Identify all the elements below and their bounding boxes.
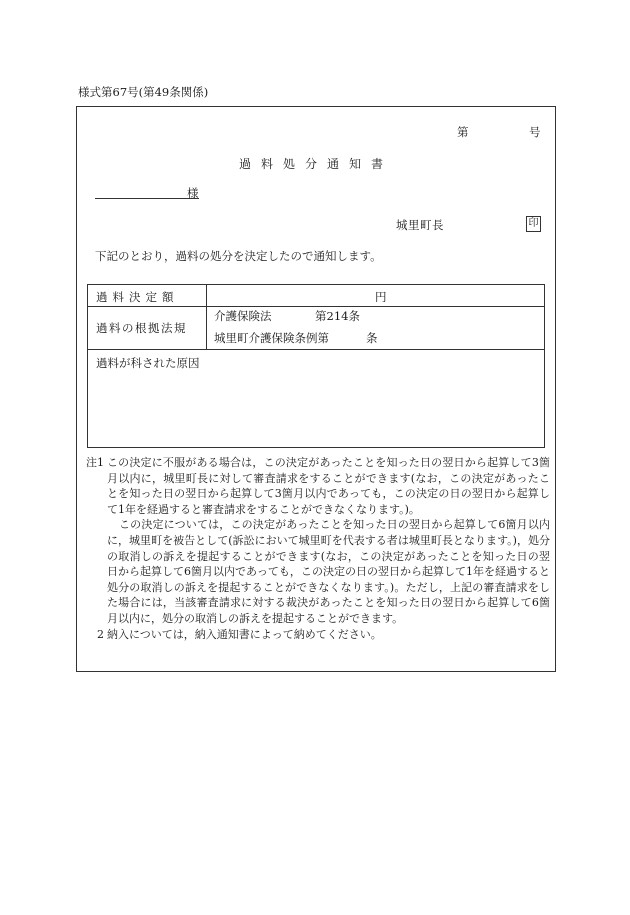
note-1-label: 注1 (86, 456, 104, 469)
note-2-label: 2 (97, 627, 104, 641)
intro-text: 下記のとおり，過料の処分を決定したので通知します。 (95, 249, 382, 263)
addressee-honorific: 様 (187, 186, 199, 200)
amount-unit: 円 (375, 290, 387, 304)
note-2 (77, 627, 555, 643)
number-prefix: 第 (457, 125, 469, 139)
notes-section (77, 455, 555, 642)
law1-article: 第214条 (315, 309, 360, 323)
number-suffix: 号 (529, 125, 541, 139)
addressee-blank-line (95, 198, 199, 199)
reason-label: 過料が科された原因 (96, 356, 200, 370)
penalty-table (87, 284, 545, 448)
seal-stamp: 印 (526, 216, 541, 232)
column-divider (206, 285, 207, 349)
note-2-text: 納入については，納入通知書によって納めてください。 (107, 627, 382, 641)
note-1-paragraph-2 (77, 517, 555, 626)
law2-name: 城里町介護保険条例第 (214, 331, 329, 345)
form-number-label: 様式第67号(第49条関係) (78, 85, 209, 99)
note-1 (77, 455, 555, 517)
law1-name: 介護保険法 (214, 309, 272, 323)
issuer-name: 城里町長 (396, 218, 444, 232)
amount-label: 過料決定額 (96, 290, 179, 304)
notice-frame (76, 106, 556, 672)
note-1-text: この決定に不服がある場合は，この決定があったことを知った日の翌日から起算して3箇月以内に，城里町長に対して審査請求をすることができます(なお，この決定があったことを知った日の翌日から起算して3箇月以内であっても，この決定の日の翌日から起算して1年を経過すると審査請求をすることができなくなります。)。 (107, 456, 550, 516)
basis-label: 過料の根拠法規 (96, 321, 187, 335)
document-title: 過料処分通知書 (238, 157, 393, 171)
note-1-paragraph-2-text: この決定については，この決定があったことを知った日の翌日から起算して6箇月以内に，城里町を被告として(訴訟において城里町を代表する者は城里町長となります。)，処分の取消しの訴えを提起することができます(なお，この決定があったことを知った日の翌日から起算して6箇月以内であっても，この決定の日の翌日から起算して1年を経過すると処分の取消しの訴えを提起することができなくなります。)。ただし，上記の審査請求をした場合には，当該審査請求に対する裁決があったことを知った日の翌日から起算して6箇月以内に，処分の取消しの訴えを提起することができます。 (107, 518, 550, 625)
law2-article: 条 (366, 331, 378, 345)
